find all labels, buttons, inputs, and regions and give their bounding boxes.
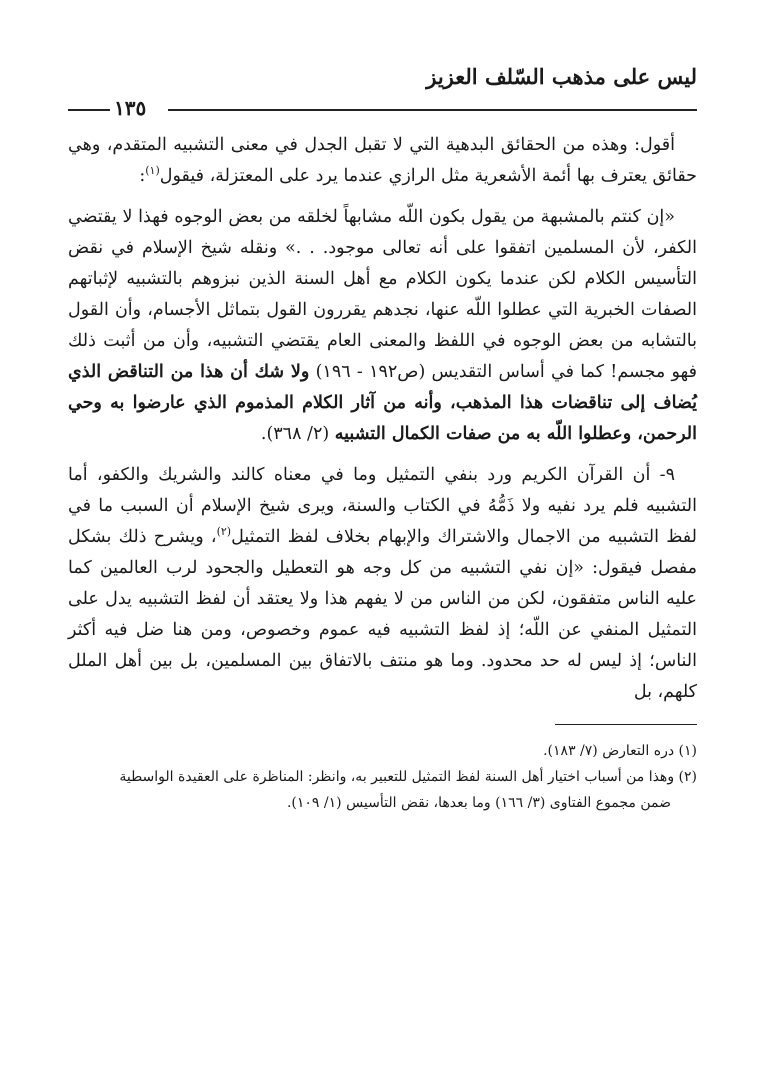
footnote-ref-2: (٢) bbox=[216, 525, 232, 539]
book-page bbox=[68, 54, 697, 1072]
paragraph-2-text: «إن كنتم بالمشبهة من يقول بكون اللّه مشابهاً لخلقه من بعض الوجوه فهذا لا يقتضي الكفر، لأن المسلمين اتفقوا على أنه تعالى موجود. . .» ونقله شيخ الإسلام في نقض التأسيس الكلام لكن عندما يكون الكلام مع أهل السنة الذين نبزوهم بالتشبيه لإثباتهم الصفات الخبرية التي عطلوا اللّه عنها، نجدهم يقررون القول بتماثل الأجسام، وأن القول بالتشابه من بعض الوجوه في اللفظ والمعنى العام يقتضي التشبيه، وأن من أثبت ذلك فهو مجسم! كما في أساس التقديس (ص١٩٢ - ١٩٦) bbox=[68, 207, 697, 382]
footnote-1: (١) دره التعارض (٧/ ١٨٣). bbox=[543, 743, 697, 759]
paragraph-1 bbox=[68, 130, 697, 192]
footnote-ref-1: (١) bbox=[145, 164, 160, 178]
paragraph-2-bold: ولا شك أن هذا من التناقض الذي يُضاف إلى تناقضات هذا المذهب، وأنه من آثار الكلام المذموم الذي عارضوا به وحي الرحمن، وعطلوا اللّه به من صفات الكمال التشبيه bbox=[68, 362, 697, 444]
running-title: ليس على مذهب السّلف العزيز bbox=[426, 64, 697, 89]
paragraph-2-end: (٢/ ٣٦٨). bbox=[260, 424, 330, 444]
footnotes bbox=[68, 738, 697, 816]
footnote-2-continuation: ضمن مجموع الفتاوى (٣/ ١٦٦) وما بعدها، نقض التأسيس (١/ ١٠٩). bbox=[286, 795, 671, 811]
paragraph-3-text: ٩- أن القرآن الكريم ورد بنفي التمثيل وما في معناه كالند والشريك والكفو، أما التشبيه فلم يرد نفيه ولا ذَمُّهُ في الكتاب والسنة، ويرى شيخ الإسلام أن السبب ما في لفظ التشبيه من الاجمال والاشتراك والإبهام بخلاف لفظ التمثيل bbox=[68, 465, 697, 547]
paragraph-3-continuation: ، ويشرح ذلك بشكل مفصل فيقول: «إن نفي التشبيه من كل وجه هو التعطيل والجحود لرب العالمين كما عليه الناس متفقون، لكن من الناس من لا يفهم هذا ولا يعتقد أن لفظ التشبيه يدل على التمثيل المنفي عن اللّه؛ إذ لفظ التشبيه فيه عموم وخصوص، ومن هنا ضل فيه أكثر الناس؛ إذ ليس له حد محدود. وما هو منتف بالاتفاق بين المسلمين، بل بين أهل الملل كلهم، بل bbox=[68, 527, 697, 702]
footnote-2: (٢) وهذا من أسباب اختيار أهل السنة لفظ التمثيل للتعبير به، وانظر: المناظرة على العقيدة الواسطية bbox=[119, 769, 697, 785]
paragraph-2 bbox=[68, 202, 697, 450]
main-text bbox=[68, 130, 697, 708]
header-rule-right bbox=[168, 109, 697, 111]
paragraph-1-end: : bbox=[139, 166, 146, 186]
footnote-separator bbox=[68, 718, 697, 738]
page-number: ١٣٥ bbox=[114, 96, 147, 120]
header-rule-left bbox=[68, 109, 110, 111]
paragraph-3 bbox=[68, 460, 697, 708]
paragraph-1-text: أقول: وهذه من الحقائق البدهية التي لا تقبل الجدل في معنى التشبيه المتقدم، وهي حقائق يعترف بها أئمة الأشعرية مثل الرازي عندما يرد على المعتزلة، فيقول bbox=[68, 135, 697, 186]
page-header bbox=[68, 54, 697, 120]
